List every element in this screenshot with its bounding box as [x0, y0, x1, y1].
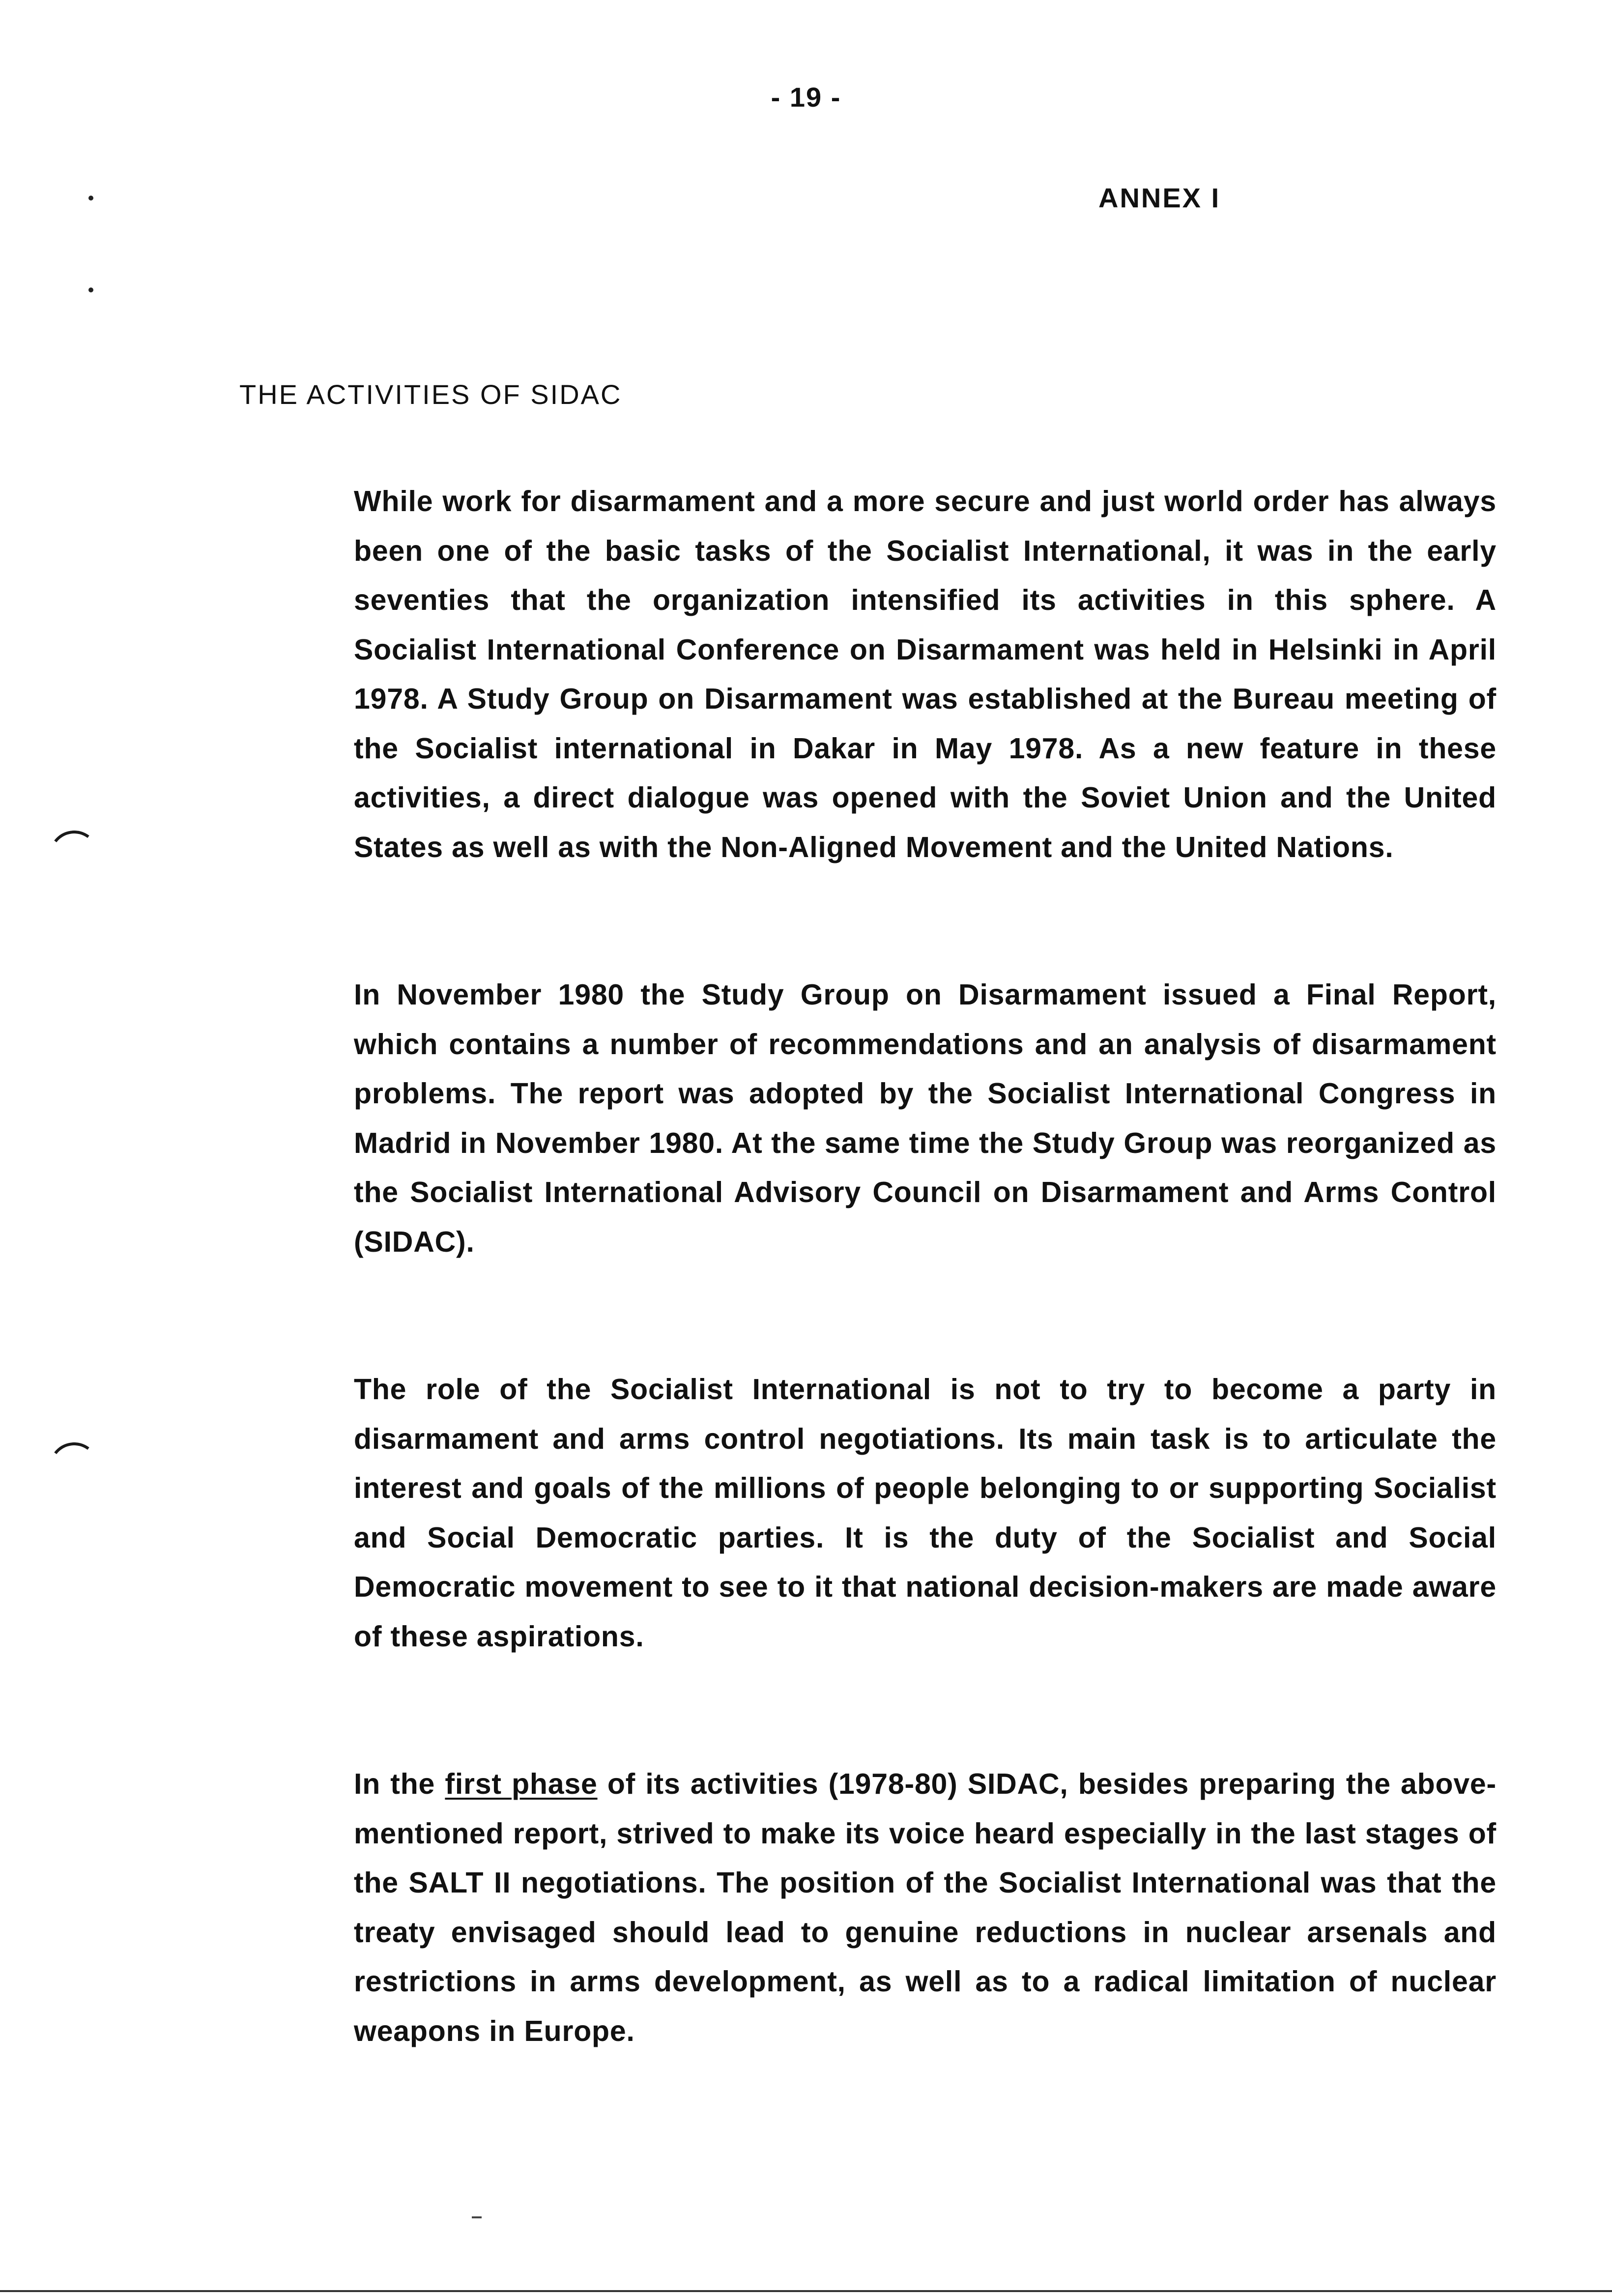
section-title: THE ACTIVITIES OF SIDAC: [239, 379, 622, 410]
paragraph-3: The role of the Socialist International is not to try to become a party in disarmament and arms control negotiations. Its main task is to articulate the interest and goals of the millions of people belonging to or supporting Socialist and Social Democratic parties. It is the duty of the Socialist and Social Democratic movement to see to it that national decision-makers are made aware of these aspirations.: [354, 1373, 1497, 1653]
scan-dash-mark: [472, 2216, 482, 2218]
document-body: [354, 477, 1497, 2056]
scan-dot-mark: [88, 287, 93, 292]
paragraph-4-rest: of its activities (1978-80) SIDAC, besides preparing the above-mentioned report, strived to make its voice heard especially in the last stages of the SALT II negotiations. The position of the Socialist International was that the treaty envisaged should lead to genuine reductions in nuclear arsenals and restrictions in arms development, as well as to a radical limitation of nuclear weapons in Europe.: [354, 1768, 1497, 2047]
page-bottom-edge: [0, 2290, 1612, 2292]
scan-dot-mark: [88, 196, 93, 201]
underlined-phrase: first phase: [445, 1768, 598, 1800]
punch-hole-mark: [46, 1439, 102, 1495]
paragraph-4-lead: In the: [354, 1768, 445, 1800]
paragraph-2: In November 1980 the Study Group on Disarmament issued a Final Report, which contains a number of recommendations and an analysis of disarmament problems. The report was adopted by the Socialist International Congress in Madrid in November 1980. At the same time the Study Group was reorganized as the Socialist International Advisory Council on Disarmament and Arms Control (SIDAC).: [354, 978, 1497, 1258]
paragraph-4: [354, 1759, 1497, 2056]
annex-label: ANNEX I: [1098, 182, 1221, 213]
paragraph-1: While work for disarmament and a more secure and just world order has always been one of the basic tasks of the Socialist International, it was in the early seventies that the organization intensified its activities in this sphere. A Socialist International Conference on Disarmament was held in Helsinki in April 1978. A Study Group on Disarmament was established at the Bureau meeting of the Socialist international in Dakar in May 1978. As a new feature in these activities, a direct dialogue was opened with the Soviet Union and the United States as well as with the Non-Aligned Movement and the United Nations.: [354, 485, 1497, 863]
punch-hole-mark: [46, 827, 102, 884]
page-number: - 19 -: [771, 82, 841, 113]
